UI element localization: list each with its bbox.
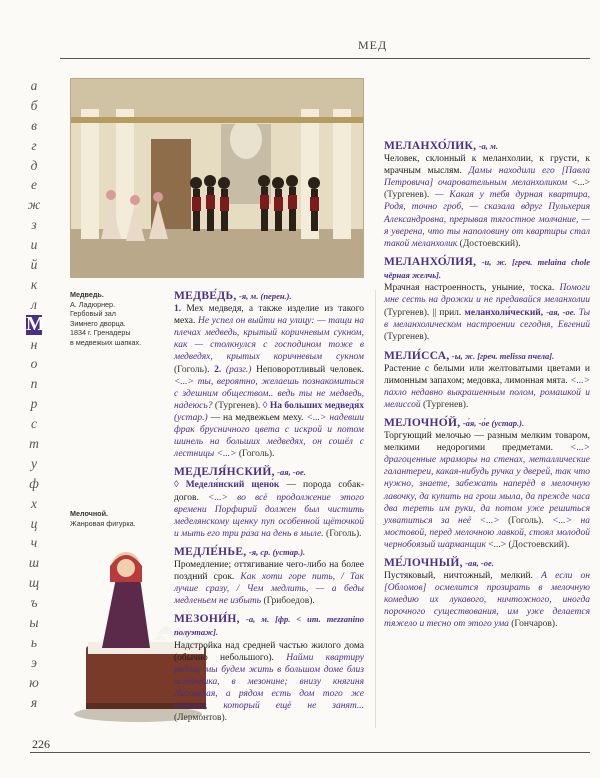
grammar: -а, м.	[478, 141, 498, 151]
alphabet-letter[interactable]: г	[31, 137, 37, 153]
source: (Тургенев).	[384, 308, 430, 319]
headword: МЕДЛЕ́НЬЕ,	[174, 545, 247, 558]
alphabet-letter[interactable]: н	[30, 336, 38, 352]
alphabet-letter[interactable]: п	[30, 376, 38, 392]
entry-melanholik	[384, 140, 590, 250]
definition: Мех медведя, а также изделие из такого меха.	[174, 304, 365, 327]
headword: МЕДВЕ́ДЬ,	[174, 290, 237, 302]
alphabet-letter[interactable]: ш	[28, 555, 40, 571]
painting-caption-line: Зимнего дворца.	[70, 318, 126, 328]
alphabet-letter[interactable]: и	[30, 237, 38, 253]
alphabet-letter[interactable]: ъ	[30, 595, 38, 611]
source: (Лермонтов).	[174, 713, 228, 724]
entry-medlene	[174, 546, 364, 607]
alphabet-letter[interactable]: з	[31, 217, 37, 233]
alphabet-letter[interactable]: а	[30, 78, 38, 93]
alphabet-letter[interactable]: б	[30, 97, 38, 113]
definition: — порода собак-догов.	[174, 480, 365, 503]
alphabet-letter[interactable]: х	[31, 495, 37, 511]
alphabet-letter[interactable]: ю	[29, 674, 39, 690]
alphabet-letter[interactable]: ч	[30, 535, 38, 551]
usage-note: (устар.)	[174, 412, 208, 423]
definition: Человек, склонный к меланхолии, к грусти, к мрачным мыслям.	[384, 154, 590, 177]
quote: <...> ты, вероятно, желаешь познакомиться с здешним обществом.. ведь ты не медведь, надеюсь?	[174, 376, 364, 411]
grammar: -а́я, -о́е (устар.).	[462, 417, 525, 428]
painting-caption-line: в медвежьих шапках.	[70, 337, 142, 347]
sense-number: 2.	[214, 364, 222, 375]
definition: Промедление; оттягивание чего-либо на более поздний срок.	[174, 559, 364, 583]
alphabet-letter[interactable]: к	[30, 276, 38, 292]
alphabet-letter[interactable]: с	[31, 416, 37, 432]
source: (Гоголь).	[238, 449, 275, 460]
entry-melochnyy	[384, 557, 590, 631]
grammar: -а, м. [фр. < ит. mezzanino полуэтаж].	[174, 614, 365, 638]
alphabet-letter[interactable]: в	[31, 117, 37, 133]
quote: Дамы находили его [Павла Петровича] очаровательным меланхоликом	[384, 166, 591, 189]
quote: — Какая у тебя дурная квартира, Родя, точно гроб, — сказала вдруг Пульхерия Александровна, прерывая тягостное молчание, — я уверена, что ты наполовину от квартиры стал такой меланхолик	[384, 190, 590, 249]
alphabet-letter-active[interactable]: М	[26, 312, 45, 335]
derived-prefix: || прил.	[432, 308, 462, 319]
quote: <...> пахло недавно выкрашенным полом, ромашкой и мелиссой	[384, 375, 591, 410]
quote: <...> надевши фрак брусничного цвета с искрой и потом шинель на больших медведях, он сошёл с лестницы <...>	[174, 412, 365, 460]
quote: Как хоти горе пить, / Так лучше сразу, / Чем медлить, — а беды медленьем не избыть	[174, 572, 364, 607]
alphabet-letter[interactable]: е	[31, 177, 37, 193]
quote: Ты в меланхолическом настроении сегодня, Евгений	[384, 308, 591, 331]
alphabet-letter[interactable]: ф	[29, 475, 39, 491]
headword: МЕЛАНХО́ЛИЯ,	[384, 255, 477, 268]
headword: МЕЗОНИ́Н,	[174, 613, 240, 626]
grammar: -ы, ж. [греч. melissa пчела].	[451, 350, 555, 361]
grammar: -ая, -ое.	[546, 307, 576, 318]
painting-caption-title: Медведь.	[70, 290, 104, 299]
definition: Мрачная настроенность, уныние, тоска.	[384, 283, 555, 294]
source: (Тургенев).	[384, 332, 430, 343]
definition: Растение с белыми или желтоватыми цветами и лимонным запахом; медовка, лимонная мята.	[384, 363, 590, 386]
headword: МЕЛИ́ССА,	[384, 349, 450, 362]
header-rule	[60, 58, 590, 59]
source: (Тургенев).	[214, 400, 261, 411]
source: (Достоевский).	[459, 238, 521, 249]
source: (Тургенев).	[423, 399, 469, 410]
footer-rule	[30, 752, 590, 753]
hall-painting-image	[71, 79, 363, 277]
alphabet-letter[interactable]: э	[31, 654, 37, 670]
phrase: ◊ Меделя́нский щено́к	[174, 480, 280, 491]
alphabet-letter[interactable]: ж	[27, 197, 41, 213]
page-number: 226	[32, 737, 50, 751]
alphabet-letter[interactable]: о	[30, 356, 38, 372]
figurine-caption	[70, 509, 150, 528]
definition: Неповоротливый человек.	[256, 364, 364, 375]
entry-melanholia	[384, 256, 590, 344]
alphabet-letter[interactable]: ц	[30, 515, 38, 531]
usage-note: (разг.)	[225, 364, 252, 375]
headword: МЕЛОЧНО́Й,	[384, 416, 461, 429]
alphabet-letter[interactable]: щ	[28, 575, 40, 591]
source: (Грибоедов).	[263, 596, 315, 607]
quote: <...> драгоценные мрамоpы на стенах, металлические галантереи, какая-нибудь ручка у дверей, так что нужно, знаете, забежать наперёд в мелочную лавочку, да купить на грош мыла, да прежде часа два тереть им руки, да потом уже решиться ухватиться за неё <...>	[384, 443, 590, 526]
alphabet-letter[interactable]: у	[31, 455, 37, 471]
column-divider	[375, 290, 376, 728]
grammar: -я, ср. (устар.).	[248, 546, 306, 557]
phrase: ◊ На больших медведя́х	[262, 400, 365, 411]
alphabet-index	[8, 76, 60, 713]
figurine-caption-line: Жанровая фигурка.	[70, 518, 136, 528]
source: (Гончаров).	[511, 619, 558, 630]
middle-column	[174, 290, 364, 730]
source: (Гоголь).	[326, 528, 362, 539]
alphabet-letter[interactable]: ь	[30, 634, 38, 650]
grammar: -ая, -ое.	[465, 558, 494, 568]
quote: А если он [Обломов] осмелится прозирать в мелочную комедию их лукавого, ничтожного, иногда порочного существования, им уже делается тяжело и тесно от этого ума	[384, 571, 591, 630]
source: (Гоголь).	[174, 364, 210, 375]
alphabet-letter[interactable]: д	[30, 157, 38, 173]
right-column	[384, 140, 590, 637]
painting-caption-line: А. Ладюрнер.	[70, 299, 116, 309]
definition: Надстройка над средней частью жилого дома (обычно небольшого).	[174, 640, 364, 663]
alphabet-letter[interactable]: т	[29, 436, 39, 452]
grammar: -я, м. (перен.).	[238, 291, 292, 301]
quote: <...> на мостовой, перед мелочною лавкой, стоял молодой чернобоязый шарманщик	[384, 515, 591, 550]
quote: Помоги мне сесть на дрожки и не предавайся меланхолии	[384, 283, 590, 306]
definition: Торгующий мелочью — разным мелким товаром, мелкими недорогими предметами.	[384, 431, 590, 454]
grammar: -и, ж. [греч. melaina chole чёрная желчь].	[384, 256, 591, 280]
entry-melissa	[384, 350, 590, 411]
grammar: -ая, -ое.	[277, 467, 306, 478]
definition: — на медвежьем меху.	[210, 412, 304, 423]
source: (Гоголь).	[508, 515, 544, 526]
source: <...> (Достоевский).	[488, 539, 570, 550]
painting-caption-line: Гербовый зал	[70, 309, 117, 318]
running-header: МЕД	[358, 38, 388, 52]
entry-medved	[174, 290, 364, 460]
painting-caption-line: 1834 г. Гренадеры	[70, 328, 131, 337]
headword: МЕЛАНХО́ЛИК,	[384, 140, 477, 152]
quote: Не успел он выйти на улицу: — тащи на плечах медведь, крытый коричневым сукном, как — столкнулся с господином тоже в медведях, крытых коричневым сукном	[174, 316, 364, 363]
figurine-caption-title: Мелочной.	[70, 509, 108, 518]
alphabet-letter[interactable]: р	[30, 396, 38, 412]
sense-number: 1.	[174, 304, 182, 315]
source: <...> (Тургенев).	[384, 178, 591, 201]
definition: Пустяковый, ничтожный, мелкий.	[384, 571, 533, 582]
alphabet-letter[interactable]: ы	[29, 615, 39, 631]
headword: МЕ́ЛОЧНЫЙ,	[384, 557, 463, 569]
headword: МЕДЕЛЯ́НСКИЙ,	[174, 466, 275, 479]
entry-melochnoy	[384, 417, 590, 551]
entry-mezonin	[174, 613, 364, 724]
alphabet-letter[interactable]: л	[31, 296, 37, 312]
alphabet-letter[interactable]: й	[30, 257, 38, 273]
quote: <...> во всё продолжение этого времени Порфирий должен был чистить меделянскому щенку пуп особенной щёточкой и мыть его три раза на день в мыле.	[174, 492, 365, 539]
entry-medelyanskiy	[174, 466, 364, 540]
alphabet-letter[interactable]: я	[30, 694, 38, 710]
quote: Найми квартиру рядом; мы будем жить в большом доме близ источника, в мезонине; внизу княгиня Лиговская, а рядом есть дом того же хозяина, который ещё не занят...	[174, 652, 364, 711]
derived-word: меланхоли́ческий,	[464, 308, 544, 319]
painting-caption	[70, 290, 150, 347]
painting-illustration	[70, 78, 364, 278]
